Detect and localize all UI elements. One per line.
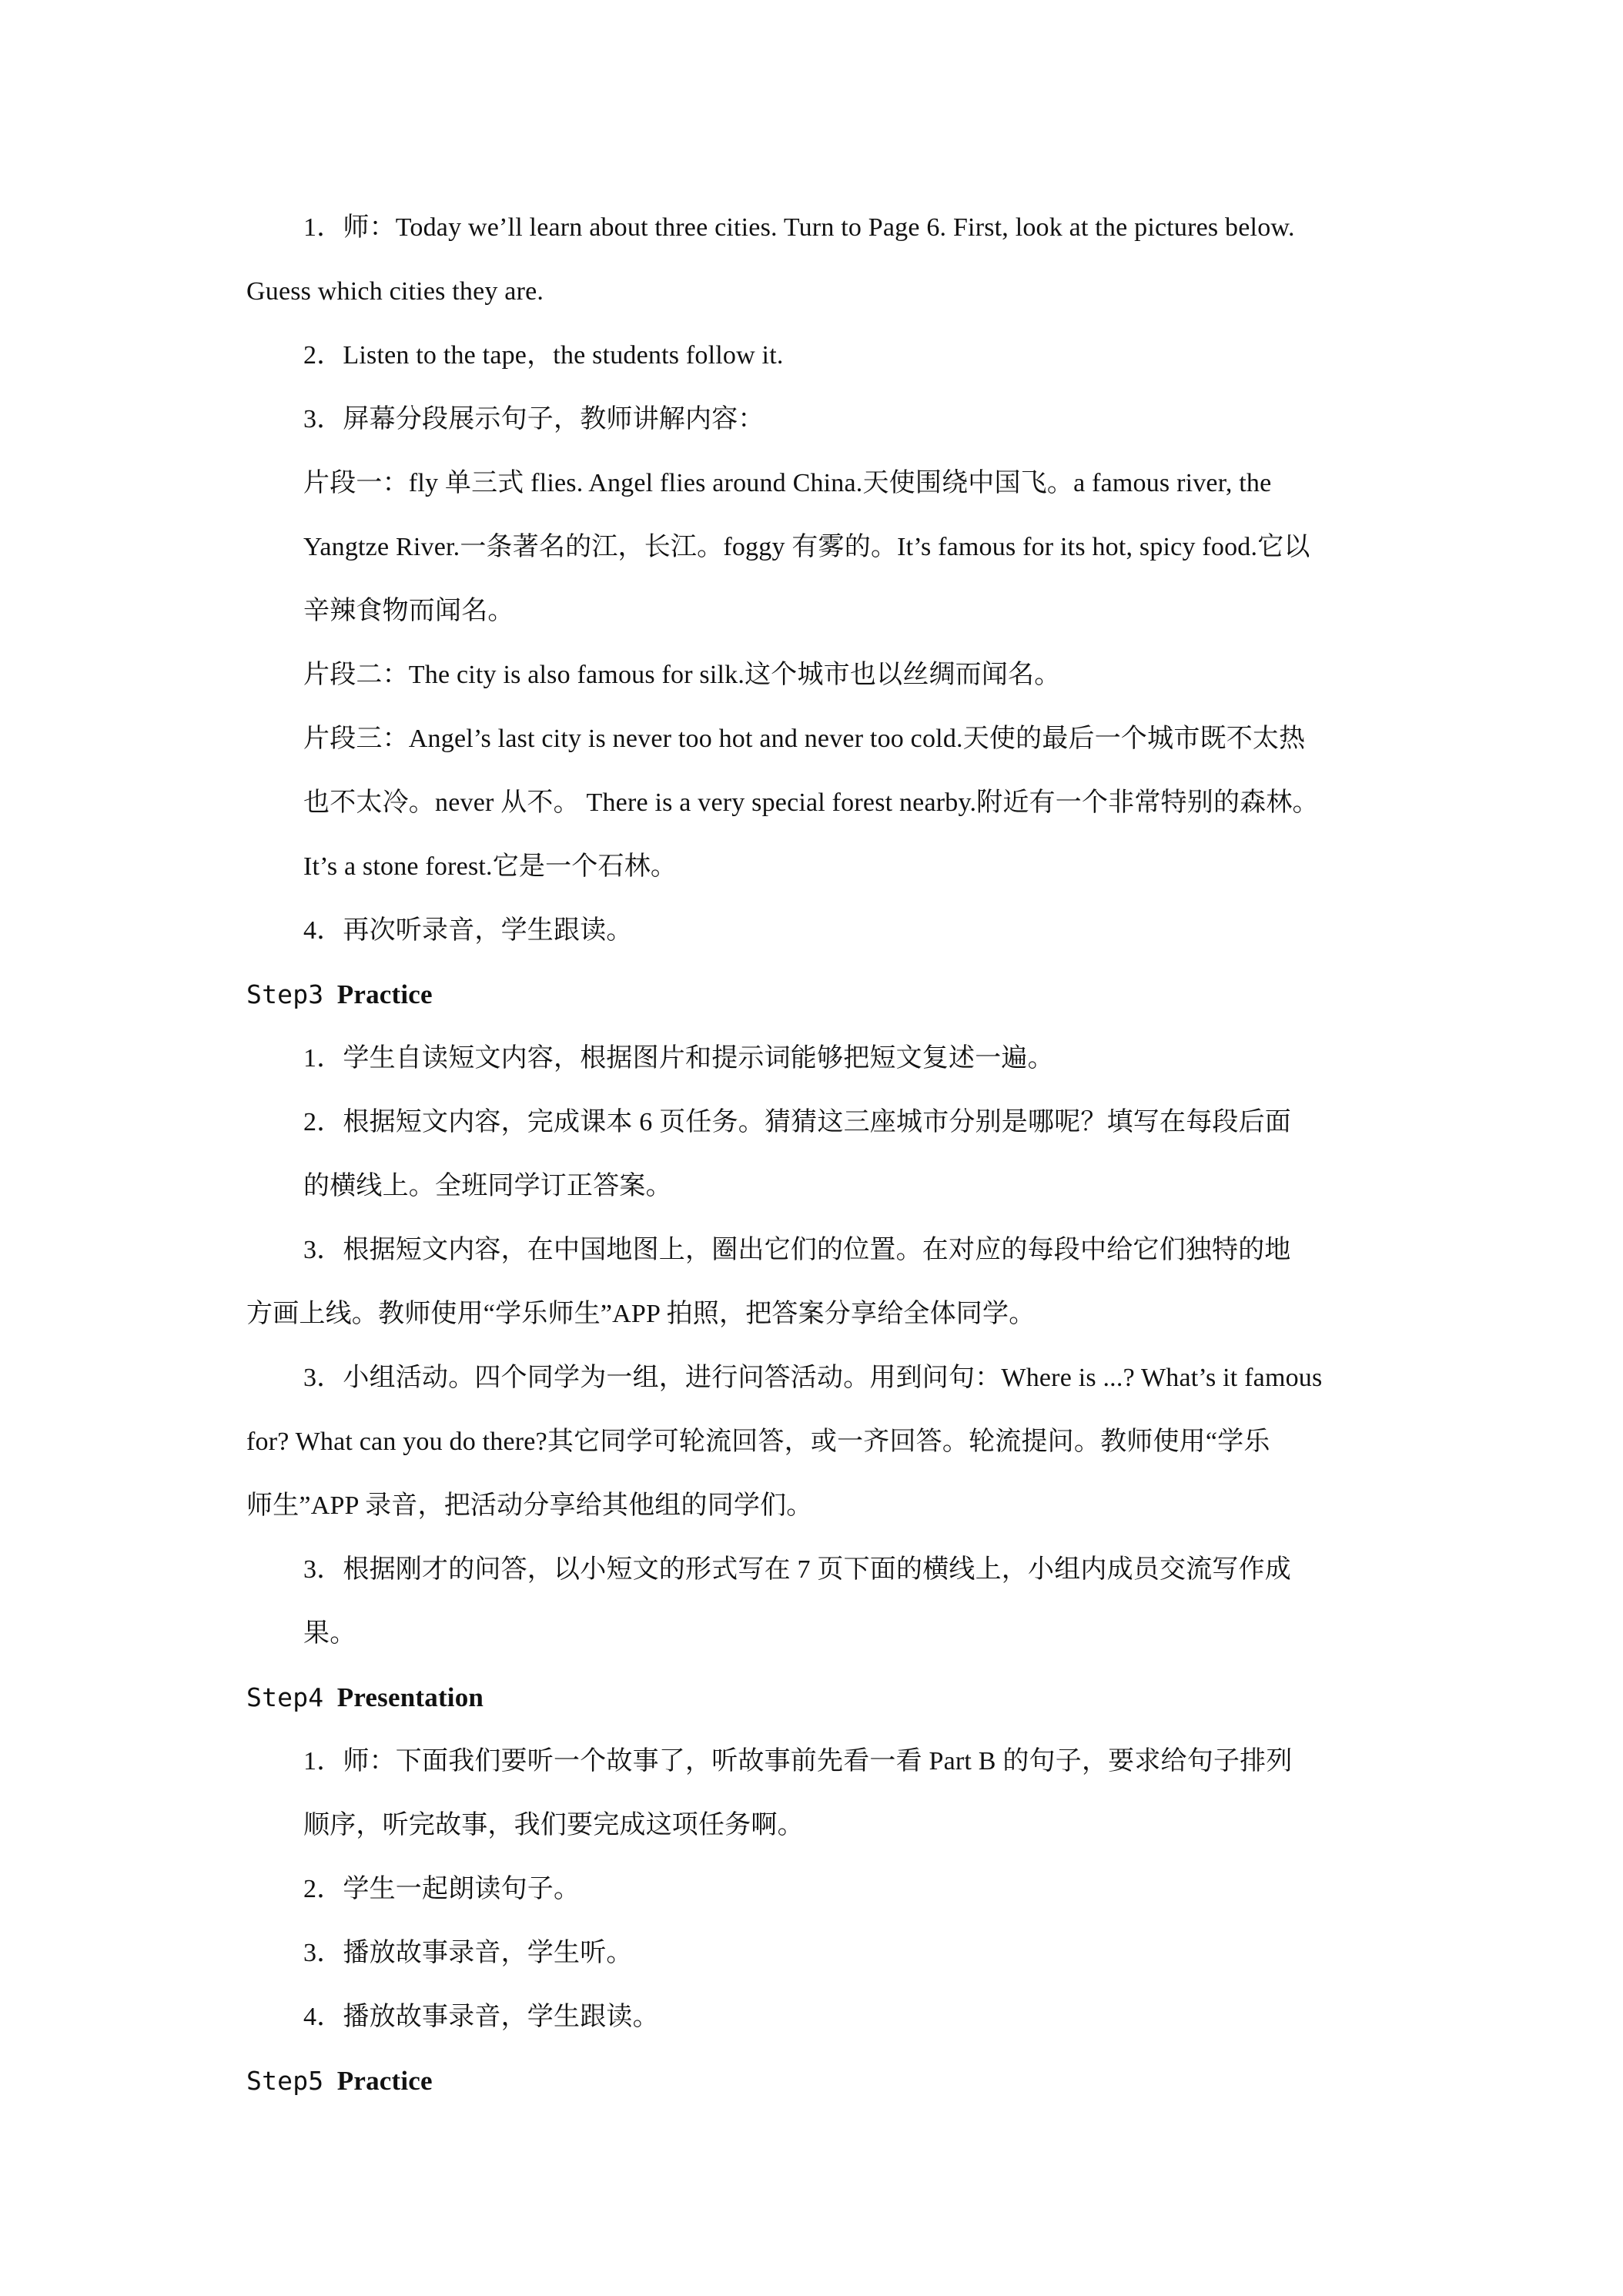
step-title: Presentation	[336, 1682, 484, 1712]
paragraph-line: for? What can you do there?其它同学可轮流回答，或一齐回答。轮流提问。教师使用“学乐	[246, 1427, 1270, 1456]
paragraph-line: 4．播放故事录音，学生跟读。	[303, 2003, 659, 2031]
paragraph-line: 1．师：下面我们要听一个故事了，听故事前先看一看 Part B 的句子，要求给句子排列	[303, 1747, 1293, 1776]
paragraph-line: 3．屏幕分段展示句子，教师讲解内容：	[303, 405, 765, 433]
paragraph-line: 2．Listen to the tape，the students follow it.	[303, 341, 784, 370]
step-heading	[246, 1682, 484, 1714]
paragraph-line: 师生”APP 录音，把活动分享给其他组的同学们。	[246, 1491, 813, 1520]
paragraph-line: 1．师：Today we’ll learn about three cities. Turn to Page 6. First, look at the pictures below.	[303, 213, 1295, 242]
paragraph-line: 片段一：fly 单三式 flies. Angel flies around China.天使围绕中国飞。a famous river, the	[303, 469, 1272, 497]
paragraph-line: 方画上线。教师使用“学乐师生”APP 拍照，把答案分享给全体同学。	[246, 1300, 1036, 1328]
paragraph-line: 果。	[303, 1619, 356, 1648]
paragraph-line: Yangtze River.一条著名的江，长江。foggy 有雾的。It’s famous for its hot, spicy food.它以	[303, 533, 1310, 561]
step-title: Practice	[336, 2066, 433, 2096]
step-number: Step5	[246, 2066, 324, 2096]
step-heading	[246, 979, 433, 1011]
paragraph-line: It’s a stone forest.它是一个石林。	[303, 852, 678, 881]
paragraph-line: 3．播放故事录音，学生听。	[303, 1939, 633, 1967]
paragraph-line: 也不太冷。never 从不。 There is a very special forest nearby.附近有一个非常特别的森林。	[303, 788, 1319, 817]
paragraph-line: 片段三：Angel’s last city is never too hot and never too cold.天使的最后一个城市既不太热	[303, 725, 1306, 753]
paragraph-line: 4．再次听录音，学生跟读。	[303, 916, 633, 945]
paragraph-line: 1．学生自读短文内容，根据图片和提示词能够把短文复述一遍。	[303, 1044, 1054, 1073]
paragraph-line: 辛辣食物而闻名。	[303, 597, 514, 625]
paragraph-line: Guess which cities they are.	[246, 277, 544, 306]
paragraph-line: 的横线上。全班同学订正答案。	[303, 1172, 672, 1200]
paragraph-line: 3．根据短文内容，在中国地图上，圈出它们的位置。在对应的每段中给它们独特的地	[303, 1236, 1291, 1264]
step-title: Practice	[336, 979, 433, 1009]
paragraph-line: 片段二：The city is also famous for silk.这个城市也以丝绸而闻名。	[303, 661, 1061, 689]
step-number: Step3	[246, 979, 324, 1009]
paragraph-line: 2．根据短文内容，完成课本 6 页任务。猜猜这三座城市分别是哪呢？填写在每段后面	[303, 1108, 1291, 1136]
step-number: Step4	[246, 1682, 324, 1712]
step-heading	[246, 2066, 433, 2097]
paragraph-line: 顺序，听完故事，我们要完成这项任务啊。	[303, 1811, 804, 1839]
paragraph-line: 3．根据刚才的问答，以小短文的形式写在 7 页下面的横线上，小组内成员交流写作成	[303, 1555, 1291, 1584]
paragraph-line: 3．小组活动。四个同学为一组，进行问答活动。用到问句：Where is ...? What’s it famous	[303, 1364, 1323, 1392]
paragraph-line: 2．学生一起朗读句子。	[303, 1875, 581, 1903]
